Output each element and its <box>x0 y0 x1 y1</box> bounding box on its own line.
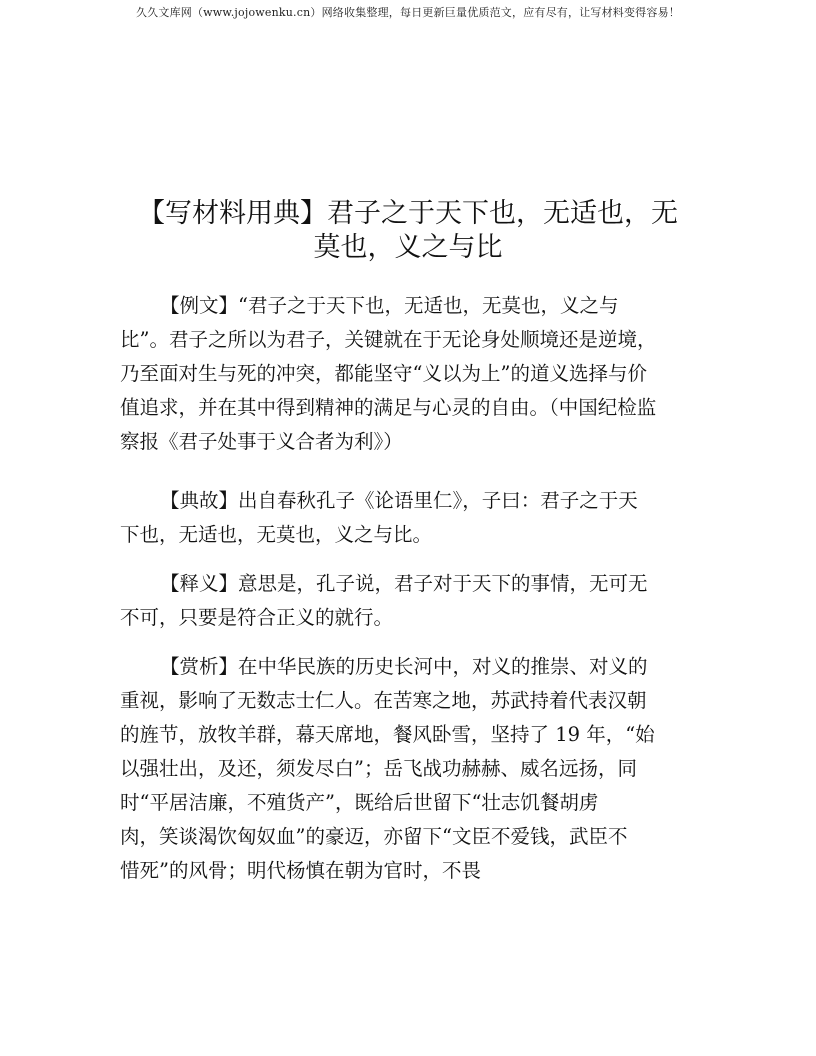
paragraph-line: 肉，笑谈渴饮匈奴血”的豪迈，亦留下“文臣不爱钱，武臣不 <box>120 825 628 848</box>
paragraph-line: 【典故】出自春秋孔子《论语里仁》，子曰：君子之于天 <box>160 489 638 512</box>
example-paragraph <box>120 289 696 459</box>
paragraph-line: 惜死”的风骨；明代杨慎在朝为官时，不畏 <box>120 859 481 882</box>
paragraph-line: 下也，无适也，无莫也，义之与比。 <box>120 523 433 546</box>
paragraph-line: 察报《君子处事于义合者为利》） <box>120 430 403 453</box>
title-line-1: 【写材料用典】君子之于天下也，无适也，无 <box>138 198 678 229</box>
paragraph-line: 以强壮出，及还，须发尽白”；岳飞战功赫赫、威名远扬，同 <box>120 757 637 780</box>
paragraph-line: 重视，影响了无数志士仁人。在苦寒之地，苏武持着代表汉朝 <box>120 689 647 712</box>
paragraph-line: 【释义】意思是，孔子说，君子对于天下的事情，无可无 <box>160 572 648 595</box>
analysis-paragraph <box>120 650 696 888</box>
paragraph-line: 的旌节，放牧羊群，幕天席地，餐风卧雪，坚持了 19 年，“始 <box>120 723 655 746</box>
paragraph-line: 【例文】“君子之于天下也，无适也，无莫也，义之与 <box>160 294 619 317</box>
meaning-paragraph <box>120 567 696 635</box>
article-title <box>120 197 696 265</box>
paragraph-line: 不可，只要是符合正义的就行。 <box>120 606 394 629</box>
source-paragraph <box>120 484 696 552</box>
paragraph-line: 时“平居洁廉，不殖货产”，既给后世留下“壮志饥餐胡虏 <box>120 791 599 814</box>
paragraph-line: 乃至面对生与死的冲突，都能坚守“义以为上”的道义选择与价 <box>120 362 647 385</box>
paragraph-line: 值追求，并在其中得到精神的满足与心灵的自由。（中国纪检监 <box>120 396 657 419</box>
site-header-note: 久久文库网（www.jojowenku.cn）网络收集整理，每日更新巨量优质范文，应有尽有，让写材料变得容易！ <box>135 6 680 19</box>
paragraph-line: 【赏析】在中华民族的历史长河中，对义的推崇、对义的 <box>160 655 648 678</box>
paragraph-line: 比”。君子之所以为君子，关键就在于无论身处顺境还是逆境， <box>120 328 657 351</box>
title-line-2: 莫也，义之与比 <box>313 232 503 263</box>
